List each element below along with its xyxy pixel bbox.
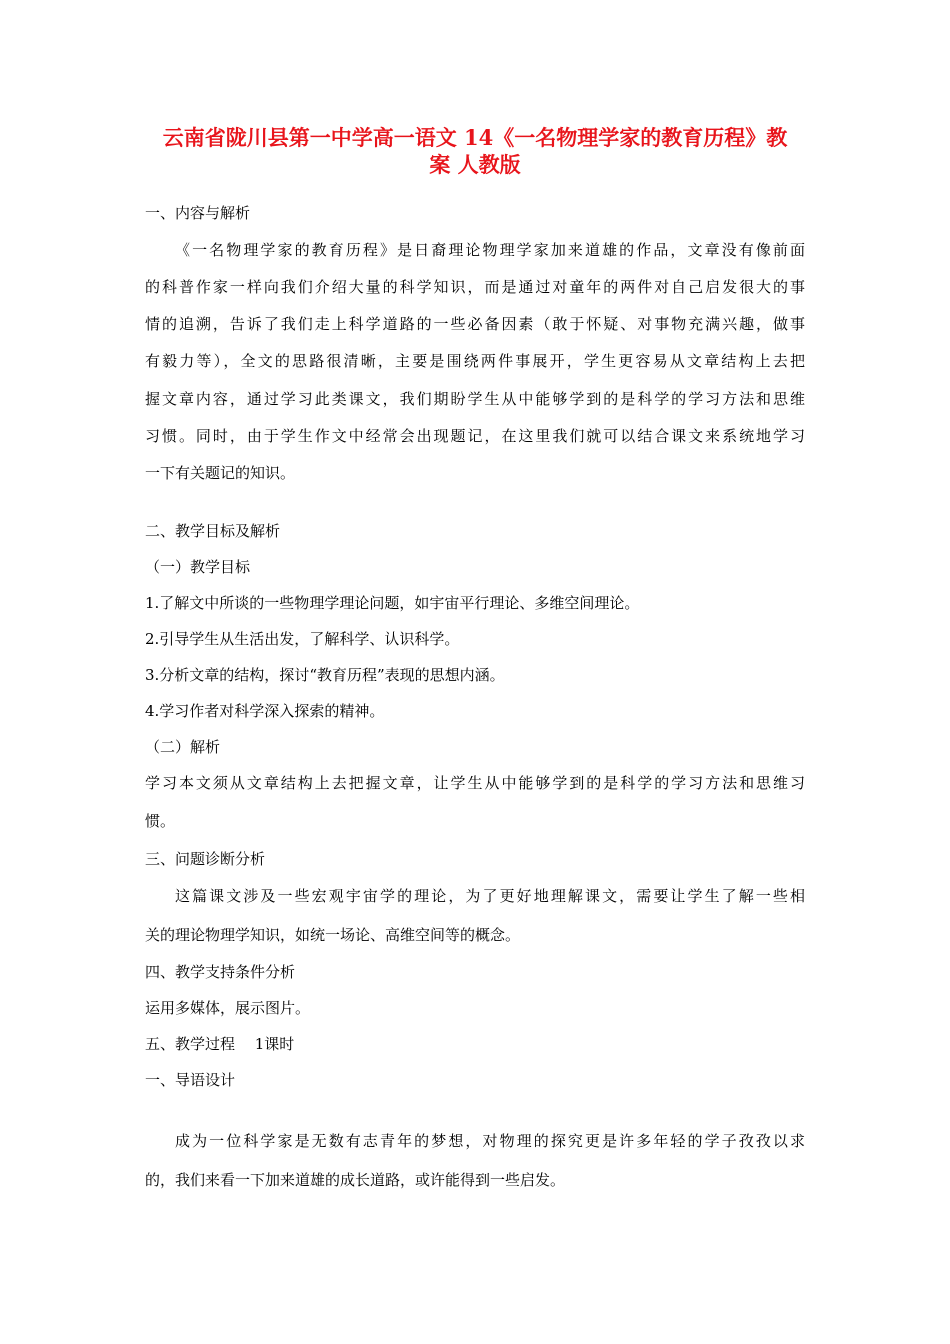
paragraph-line: 《一名物理学家的教育历程》是日裔理论物理学家加来道雄的作品，文章没有像前面 — [175, 241, 805, 259]
goal-item: 4.学习作者对科学深入探索的精神。 — [145, 702, 385, 720]
paragraph-line: 成为一位科学家是无数有志青年的梦想，对物理的探究更是许多年轻的学子孜孜以求 — [175, 1132, 805, 1150]
paragraph-line: 一下有关题记的知识。 — [145, 464, 296, 482]
paragraph-line: 握文章内容，通过学习此类课文，我们期盼学生从中能够学到的是科学的学习方法和思维 — [145, 390, 805, 408]
paragraph-line: 这篇课文涉及一些宏观宇宙学的理论，为了更好地理解课文，需要让学生了解一些相 — [175, 887, 805, 905]
support-text: 运用多媒体，展示图片。 — [145, 999, 311, 1017]
subheading-goals: （一）教学目标 — [145, 558, 251, 576]
goal-item: 3.分析文章的结构，探讨“教育历程”表现的思想内涵。 — [145, 666, 505, 684]
paragraph-line: 惯。 — [145, 812, 176, 830]
section-heading-content-analysis: 一、内容与解析 — [145, 204, 251, 222]
paragraph-line: 关的理论物理学知识，如统一场论、高维空间等的概念。 — [145, 926, 521, 944]
paragraph-line: 情的追溯，告诉了我们走上科学道路的一些必备因素（敢于怀疑、对事物充满兴趣，做事 — [145, 315, 805, 333]
paragraph-line: 习惯。同时，由于学生作文中经常会出现题记，在这里我们就可以结合课文来系统地学习 — [145, 427, 805, 445]
goal-item: 2.引导学生从生活出发，了解科学、认识科学。 — [145, 630, 460, 648]
paragraph-line: 有毅力等），全文的思路很清晰，主要是围绕两件事展开，学生更容易从文章结构上去把 — [145, 352, 805, 370]
section-heading-teaching-process: 五、教学过程 1课时 — [145, 1035, 295, 1053]
section-heading-support-conditions: 四、教学支持条件分析 — [145, 963, 296, 981]
paragraph-line: 的科普作家一样向我们介绍大量的科学知识，而是通过对童年的两件对自己启发很大的事 — [145, 278, 805, 296]
paragraph-line: 的，我们来看一下加来道雄的成长道路，或许能得到一些启发。 — [145, 1171, 566, 1189]
goal-item: 1.了解文中所谈的一些物理学理论问题，如宇宙平行理论、多维空间理论。 — [145, 594, 640, 612]
paragraph-line: 学习本文须从文章结构上去把握文章，让学生从中能够学到的是科学的学习方法和思维习 — [145, 774, 805, 792]
section-heading-introduction: 一、导语设计 — [145, 1071, 236, 1089]
section-heading-teaching-goals: 二、教学目标及解析 — [145, 522, 281, 540]
document-title-line-2: 案 人教版 — [429, 152, 521, 177]
document-title-line-1: 云南省陇川县第一中学高一语文 14《一名物理学家的教育历程》教 — [162, 125, 788, 150]
section-heading-problem-diagnosis: 三、问题诊断分析 — [145, 850, 266, 868]
subheading-analysis: （二）解析 — [145, 738, 221, 756]
